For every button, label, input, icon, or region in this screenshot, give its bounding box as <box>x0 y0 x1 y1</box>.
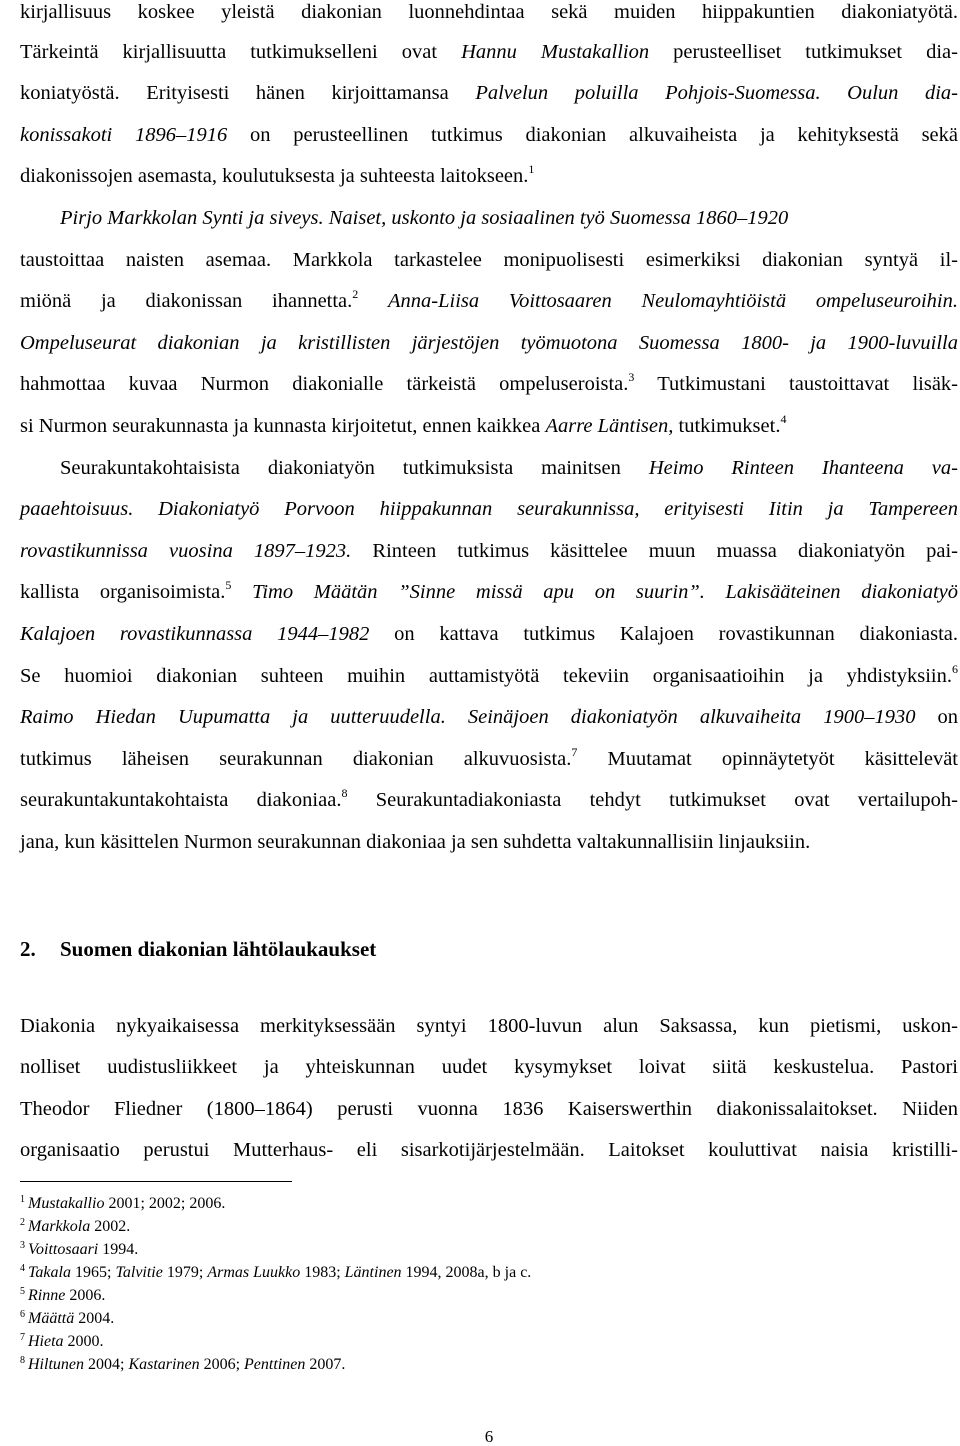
footnote-2: $^2$ Markkola 2002. <box>20 1217 131 1235</box>
footnote-4: $^4$ Takala 1965; Talvitie 1979; Armas Luukko 1983; Läntinen 1994, 2008a, b ja c. <box>20 1263 532 1281</box>
body-line-18: Raimo Hiedan Uupumatta ja uutteruudella. Seinäjoen diakoniatyön alkuvaiheita 1900–1930 on <box>20 706 958 728</box>
body-line-8: miönä ja diakonissan ihannetta.$^2$ Anna-Liisa Voittosaaren Neulomayhtiöistä ompeluseuroihin. <box>20 287 958 312</box>
footnote-1: $^1$ Mustakallio 2001; 2002; 2006. <box>20 1194 226 1212</box>
body-line-2: Tärkeintä kirjallisuutta tutkimukselleni ovat Hannu Mustakallion perusteelliset tutkimukset dia- <box>20 41 958 63</box>
footnote-6: $^6$ Määttä 2004. <box>20 1309 115 1327</box>
section-line-2: nolliset uudistusliikkeet ja yhteiskunnan uudet kysymykset loivat siitä keskustelua. Pastori <box>20 1056 958 1078</box>
footnote-ref-8: 8 <box>341 786 348 800</box>
body-line-15: kallista organisoimista.$^5$ Timo Määtän ”Sinne missä apu on suurin”. Lakisääteinen diakoniatyö <box>20 578 959 603</box>
footnote-7: $^7$ Hieta 2000. <box>20 1332 104 1350</box>
section-title: Suomen diakonian lähtölaukaukset <box>60 937 377 961</box>
footnote-ref-1: 1 <box>528 162 535 176</box>
body-line-6: Pirjo Markkolan Synti ja siveys. Naiset, uskonto ja sosiaalinen työ Suomessa 1860–1920 <box>60 207 789 229</box>
body-line-12: Seurakuntakohtaisista diakoniatyön tutkimuksista mainitsen Heimo Rinteen Ihanteena va- <box>60 457 958 479</box>
body-line-1: kirjallisuus koskee yleistä diakonian luonnehdintaa sekä muiden hiippakuntien diakoniatyötä. <box>20 1 958 23</box>
footnote-ref-4: 4 <box>780 412 787 426</box>
section-line-1: Diakonia nykyaikaisessa merkityksessään syntyi 1800-luvun alun Saksassa, kun pietismi, uskon- <box>20 1015 958 1037</box>
footnote-separator <box>20 1181 292 1182</box>
body-line-5: diakonissojen asemasta, koulutuksesta ja suhteesta laitokseen.$^1$ <box>20 162 535 187</box>
body-line-4: konissakoti 1896–1916 on perusteellinen tutkimus diakonian alkuvaiheista ja kehityksestä sekä <box>20 124 959 146</box>
body-line-11: si Nurmon seurakunnasta ja kunnasta kirjoitetut, ennen kaikkea Aarre Läntisen, tutkimukset.$^4$ <box>20 412 787 437</box>
section-line-4: organisaatio perustui Mutterhaus- eli sisarkotijärjestelmään. Laitokset kouluttivat naisia kristilli- <box>20 1139 958 1161</box>
body-line-13: paaehtoisuus. Diakoniatyö Porvoon hiippakunnan seurakunnissa, erityisesti Iitin ja Tampereen <box>20 498 958 520</box>
body-line-3: koniatyöstä. Erityisesti hänen kirjoittamansa Palvelun poluilla Pohjois-Suomessa. Oulun dia- <box>20 82 958 104</box>
footnote-ref-6: 6 <box>952 662 958 676</box>
body-line-20: seurakuntakuntakohtaista diakoniaa.$^8$ Seurakuntadiakoniasta tehdyt tutkimukset ovat vertailupoh- <box>20 786 958 811</box>
footnote-ref-7: 7 <box>571 745 578 759</box>
section-line-3: Theodor Fliedner (1800–1864) perusti vuonna 1836 Kaiserswerthin diakonissalaitokset. Niiden <box>20 1098 958 1120</box>
body-line-10: hahmottaa kuvaa Nurmon diakonialle tärkeistä ompeluseroista.$^3$ Tutkimustani taustoittavat lisäk- <box>20 370 958 395</box>
body-line-17: Se huomioi diakonian suhteen muihin auttamistyötä tekeviin organisaatioihin ja yhdistyksiin.$^6$ <box>20 662 958 687</box>
footnote-ref-5: 5 <box>225 578 232 592</box>
body-line-14: rovastikunnissa vuosina 1897–1923. Rinteen tutkimus käsittelee muun muassa diakoniatyön pai- <box>20 540 958 562</box>
section-number: 2. <box>20 937 36 961</box>
body-line-7: taustoittaa naisten asemaa. Markkola tarkastelee monipuolisesti esimerkiksi diakonian syntyä il- <box>20 249 958 271</box>
body-line-9: Ompeluseurat diakonian ja kristillisten järjestöjen työmuotona Suomessa 1800- ja 1900-luvuilla <box>20 332 958 354</box>
footnote-8: $^8$ Hiltunen 2004; Kastarinen 2006; Penttinen 2007. <box>20 1355 346 1373</box>
footnote-5: $^5$ Rinne 2006. <box>20 1286 106 1304</box>
body-line-19: tutkimus läheisen seurakunnan diakonian alkuvuosista.$^7$ Muutamat opinnäytetyöt käsittelevät <box>20 745 959 770</box>
footnote-3: $^3$ Voittosaari 1994. <box>20 1240 139 1258</box>
body-line-16: Kalajoen rovastikunnassa 1944–1982 on kattava tutkimus Kalajoen rovastikunnan diakoniasta. <box>20 623 959 645</box>
body-line-21: jana, kun käsittelen Nurmon seurakunnan diakoniaa ja sen suhdetta valtakunnallisiin linjauksiin. <box>20 831 811 853</box>
footnote-ref-2: 2 <box>352 287 359 301</box>
section-heading <box>20 937 376 961</box>
page-number: 6 <box>484 1427 494 1446</box>
footnote-ref-3: 3 <box>628 370 635 384</box>
